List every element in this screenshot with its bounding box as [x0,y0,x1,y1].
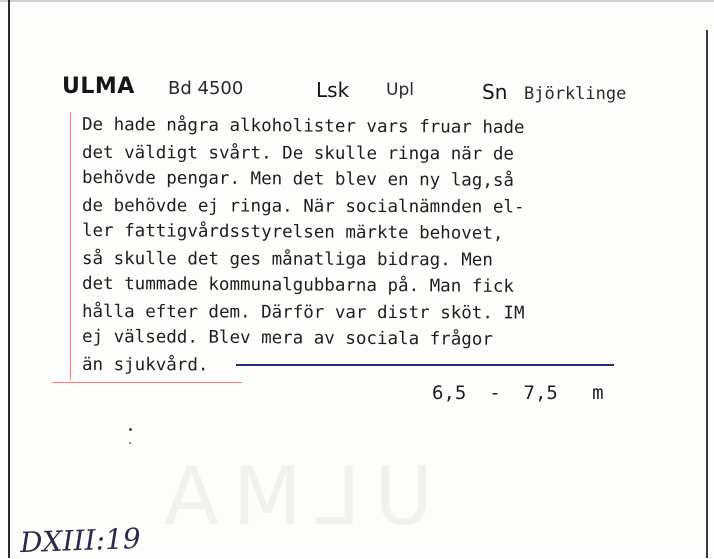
transcript-line: än sjukvård. [81,354,209,375]
transcript-line: de behövde ej ringa. När socialnämnden el- [81,195,525,217]
province-value: Upl [386,80,414,100]
card-right-edge [706,30,708,558]
bleed-through-shadow: ULMA [150,450,433,543]
transcript-line: hålla efter dem. Därför var distr sköt. IM [81,301,525,323]
margin-rule-vertical [70,112,71,380]
archive-name: ULMA [62,74,135,99]
margin-rule-horizontal [52,382,242,383]
transcript-line: behövde pengar. Men det blev en ny lag,så [81,167,515,191]
card-top-edge [0,0,714,2]
transcript-line: så skulle det ges månatliga bidrag. Men [81,248,493,270]
ink-dot [129,442,131,444]
transcript-line: det väldigt svårt. De skulle ringa när de [81,142,515,164]
handwritten-signum: DXIII:19 [19,521,142,559]
parish-label: Sn [482,80,508,104]
transcript-line: De hade några alkoholister vars fruar hade [81,114,525,138]
transcript-line: ej välsedd. Blev mera av sociala frågor [81,326,493,350]
ink-dot [129,428,132,431]
parish-value: Björklinge [524,84,627,104]
transcript-line: ler fattigvårdsstyrelsen märkte behovet, [81,220,504,244]
volume-number: Bd 4500 [168,78,244,99]
page-range: 6,5 - 7,5 m [432,382,604,404]
province-label: Lsk [316,78,350,102]
transcript-line: det tummade kommunalgubbarna på. Man fick [81,273,515,297]
card-left-edge [8,0,10,558]
typed-transcript [82,114,682,379]
